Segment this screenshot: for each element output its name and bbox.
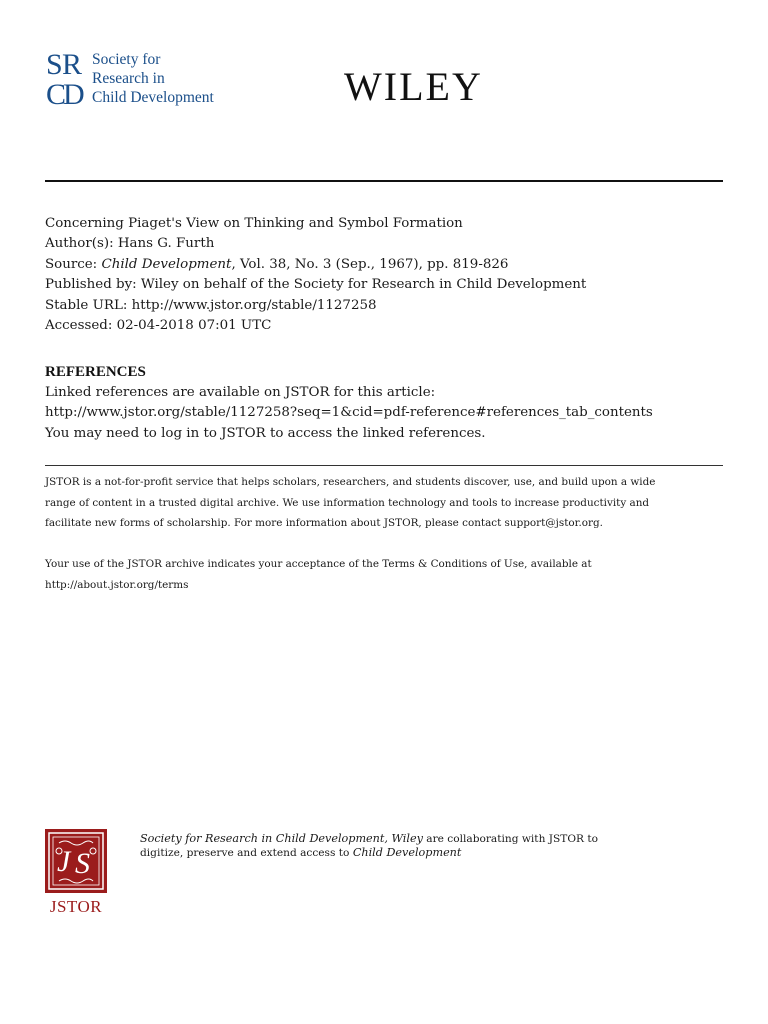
srcd-line-1: Society for	[92, 51, 161, 68]
source-journal: Child Development	[101, 256, 232, 272]
srcd-logo-text	[92, 50, 214, 107]
references-section	[45, 383, 735, 444]
collab-text-1: are collaborating with JSTOR to	[422, 833, 598, 845]
article-title: Concerning Piaget's View on Thinking and Symbol Formation	[45, 216, 463, 231]
notice-divider	[45, 465, 723, 466]
svg-text:C: C	[46, 78, 67, 108]
jstor-logo	[45, 829, 107, 919]
terms-link[interactable]: http://about.jstor.org/terms	[45, 578, 189, 591]
terms-notice	[45, 554, 725, 595]
svg-text:D: D	[63, 78, 85, 108]
collab-line-2	[140, 846, 700, 860]
svg-text:R: R	[62, 48, 83, 81]
jstor-wordmark: JSTOR	[49, 897, 103, 916]
collaboration-statement	[140, 832, 700, 860]
article-source	[45, 255, 725, 275]
source-label: Source:	[45, 256, 98, 272]
collab-journal: Child Development	[352, 846, 462, 859]
references-intro: Linked references are available on JSTOR for this article:	[45, 385, 436, 400]
notice-line: facilitate new forms of scholarship. For more information about JSTOR, please contact support@jstor.org.	[45, 517, 603, 530]
article-metadata	[45, 214, 725, 336]
srcd-line-2: Research in	[92, 70, 165, 87]
terms-line: Your use of the JSTOR archive indicates your acceptance of the Terms & Conditions of Use, available at	[45, 558, 592, 570]
svg-text:S: S	[46, 48, 63, 81]
jstor-notice	[45, 472, 725, 534]
collab-line-1	[140, 832, 700, 846]
srcd-logo	[46, 48, 236, 110]
authors-label: Author(s):	[45, 236, 114, 252]
article-publisher: Published by: Wiley on behalf of the Society for Research in Child Development	[45, 277, 587, 293]
authors-value: Hans G. Furth	[117, 236, 215, 252]
collab-text-2: digitize, preserve and extend access to	[140, 847, 353, 859]
article-authors	[45, 234, 725, 254]
jstor-emblem-icon	[45, 829, 107, 893]
svg-text:J: J	[57, 845, 71, 878]
article-stable-url[interactable]: Stable URL: http://www.jstor.org/stable/1127258	[45, 297, 377, 313]
wiley-logo: WILEY	[344, 64, 483, 109]
header-divider	[45, 180, 723, 182]
notice-line: range of content in a trusted digital archive. We use information technology and tools to increase productivity and	[45, 496, 650, 509]
references-login-note: You may need to log in to JSTOR to access the linked references.	[45, 425, 486, 441]
srcd-line-3: Child Development	[92, 89, 214, 106]
svg-text:S: S	[75, 847, 90, 880]
references-link[interactable]: http://www.jstor.org/stable/1127258?seq=1&cid=pdf-reference#references_tab_contents	[45, 405, 653, 421]
references-heading: REFERENCES	[45, 364, 146, 380]
collab-partners: Society for Research in Child Development, Wiley	[140, 832, 423, 845]
source-details: , Vol. 38, No. 3 (Sep., 1967), pp. 819-826	[231, 256, 509, 272]
article-accessed: Accessed: 02-04-2018 07:01 UTC	[45, 318, 272, 334]
srcd-monogram-icon	[46, 48, 94, 108]
notice-line: JSTOR is a not-for-profit service that helps scholars, researchers, and students discover, use, and build upon a wide	[45, 476, 656, 488]
